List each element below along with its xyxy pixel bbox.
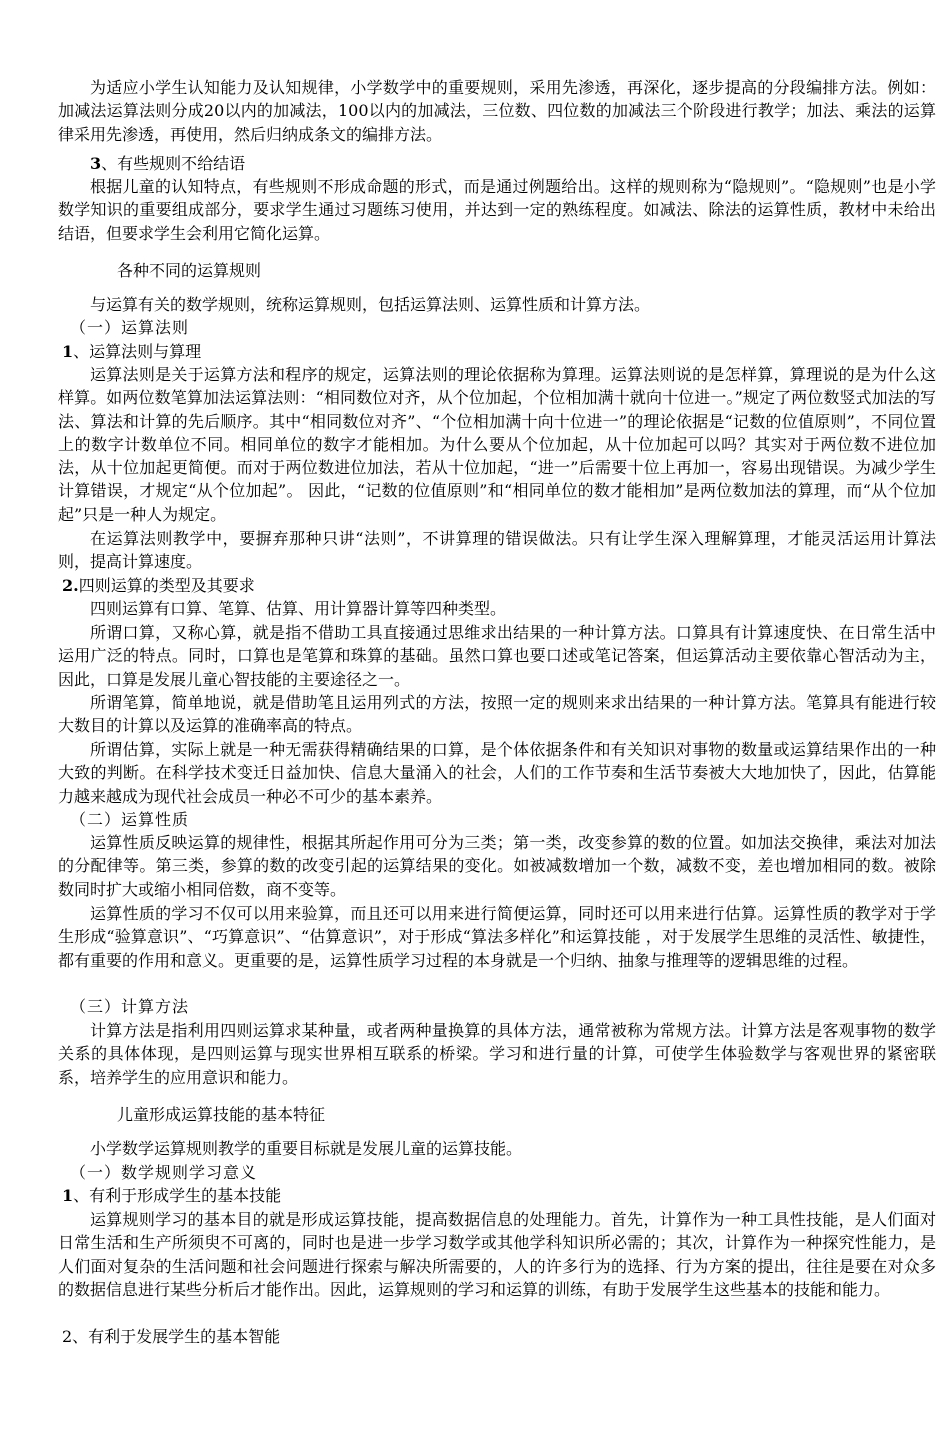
heading-2-text: 四则运算的类型及其要求 (78, 576, 255, 595)
section-title-operation-rules: 各种不同的运算规则 (117, 261, 262, 280)
subsection-title-4: （一）数学规则学习意义 (70, 1163, 258, 1182)
paragraph-arithmetic-principle: 运算法则是关于运算方法和程序的规定，运算法则的理论依据称为算理。运算法则说的是怎样算，算理说的是为什么这样算。如两位数笔算加法运算法则：“相同数位对齐，从个位加起，个位相加满十就向十位进一。”规定了两位数竖式加法的写法、算法和计算的先后顺序。其中“相同数位对齐”、“个位相加满十向十位进一”的理论依据是“记数的位值原则”，不同位置上的数字计数单位不同。相同单位的数字才能相加。为什么要从个位加起，从十位加起可以吗？其实对于两位数不进位加法，从十位加起更简便。而对于两位数进位加法，若从十位加起，“进一”后需要十位上再加一，容易出现错误。为减少学生计算错误，才规定“从个位加起”。 因此，“记数的位值原则”和“相同单位的数才能相加”是两位数加法的算理，而“从个位加起”只是一种人为规定。 (58, 365, 936, 524)
paragraph-mental-arithmetic: 所谓口算，又称心算，就是指不借助工具直接通过思维求出结果的一种计算方法。口算具有计算速度快、在日常生活中运用广泛的特点。同时，口算也是笔算和珠算的基础。虽然口算也要口述或笔记答案，但运算活动主要依靠心智活动为主，因此，口算是发展儿童心智技能的主要途径之一。 (58, 623, 936, 689)
section-title-skills: 儿童形成运算技能的基本特征 (117, 1105, 326, 1124)
paragraph-operation-properties: 运算性质反映运算的规律性，根据其所起作用可分为三类；第一类，改变参算的数的位置。如加法交换律，乘法对加法的分配律等。第三类，参算的数的改变引起的运算结果的变化。如被减数增加一个数，减数不变，差也增加相同的数。被除数同时扩大或缩小相同倍数，商不变等。 (58, 833, 936, 899)
heading-2 (62, 574, 255, 597)
paragraph-hidden-rules: 根据儿童的认知特点，有些规则不形成命题的形式，而是通过例题给出。这样的规则称为“隐规则”。“隐规则”也是小学数学知识的重要组成部分，要求学生通过习题练习使用，并达到一定的熟练程度。如减法、除法的运算性质，教材中未给出结语，但要求学生会利用它简化运算。 (58, 177, 936, 243)
heading-3 (90, 152, 245, 175)
heading-3-number: 3 (90, 154, 102, 173)
heading-1 (62, 340, 201, 363)
paragraph-rule-teaching: 在运算法则教学中，要摒弃那种只讲“法则”，不讲算理的错误做法。只有让学生深入理解算理，才能灵活运用计算法则，提高计算速度。 (58, 529, 936, 572)
heading-4-number: 1 (62, 1186, 74, 1205)
paragraph-properties-learning: 运算性质的学习不仅可以用来验算，而且还可以用来进行简便运算，同时还可以用来进行估算。运算性质的教学对于学生形成“验算意识”、“巧算意识”、“估算意识”，对于形成“算法多样化”和运算技能 ，对于发展学生思维的灵活性、敏捷性，都有重要的作用和意义。更重要的是，运算性质学习过程的本身就是一个归纳、抽象与推理等的逻辑思维的过程。 (58, 904, 936, 970)
paragraph-estimation: 所谓估算，实际上就是一种无需获得精确结果的口算，是个体依据条件和有关知识对事物的数量或运算结果作出的一种大致的判断。在科学技术变迁日益加快、信息大量涌入的社会，人们的工作节奏和生活节奏被大大地加快了，因此，估算能力越来越成为现代社会成员一种必不可少的基本素养。 (58, 740, 936, 806)
subsection-title-1: （一）运算法则 (70, 318, 190, 337)
heading-5: 2、有利于发展学生的基本智能 (62, 1327, 281, 1346)
heading-1-number: 1 (62, 342, 74, 361)
heading-4-text: 、有利于形成学生的基本技能 (73, 1186, 282, 1205)
paragraph-written-arithmetic: 所谓笔算，简单地说，就是借助笔且运用列式的方法，按照一定的规则来求出结果的一种计算方法。笔算具有能进行较大数目的计算以及运算的准确率高的特点。 (58, 693, 936, 736)
heading-4 (62, 1184, 281, 1207)
heading-2-number: 2. (62, 576, 79, 595)
paragraph-calculation-methods: 计算方法是指利用四则运算求某种量，或者两种量换算的具体方法，通常被称为常规方法。计算方法是客观事物的数学关系的具体体现，是四则运算与现实世界相互联系的桥梁。学习和进行量的计算，可使学生体验数学与客观世界的紧密联系，培养学生的应用意识和能力。 (58, 1021, 936, 1087)
subsection-title-2: （二）运算性质 (70, 810, 190, 829)
paragraph-intro: 为适应小学生认知能力及认知规律，小学数学中的重要规则，采用先渗透，再深化，逐步提高的分段编排方法。例如：加减法运算法则分成20以内的加减法，100以内的加减法，三位数、四位数的加减法三个阶段进行教学；加法、乘法的运算律采用先渗透，再使用，然后归纳成条文的编排方法。 (58, 78, 936, 144)
paragraph-operation-rules-definition: 与运算有关的数学规则，统称运算规则，包括运算法则、运算性质和计算方法。 (90, 295, 651, 314)
paragraph-four-types: 四则运算有口算、笔算、估算、用计算器计算等四种类型。 (90, 599, 507, 618)
paragraph-basic-skills: 运算规则学习的基本目的就是形成运算技能，提高数据信息的处理能力。首先，计算作为一种工具性技能，是人们面对日常生活和生产所须臾不可离的，同时也是进一步学习数学或其他学科知识所必需的；其次，计算作为一种探究性能力，是人们面对复杂的生活问题和社会问题进行探索与解决所需要的，人的许多行为的选择、行为方案的提出，往往是要在对众多的数据信息进行某些分析后才能作出。因此，运算规则的学习和运算的训练，有助于发展学生这些基本的技能和能力。 (58, 1210, 936, 1299)
paragraph-skills-goal: 小学数学运算规则教学的重要目标就是发展儿童的运算技能。 (90, 1139, 523, 1158)
heading-3-text: 、有些规则不给结语 (101, 154, 246, 173)
subsection-title-3: （三）计算方法 (70, 997, 190, 1016)
heading-1-text: 、运算法则与算理 (73, 342, 202, 361)
